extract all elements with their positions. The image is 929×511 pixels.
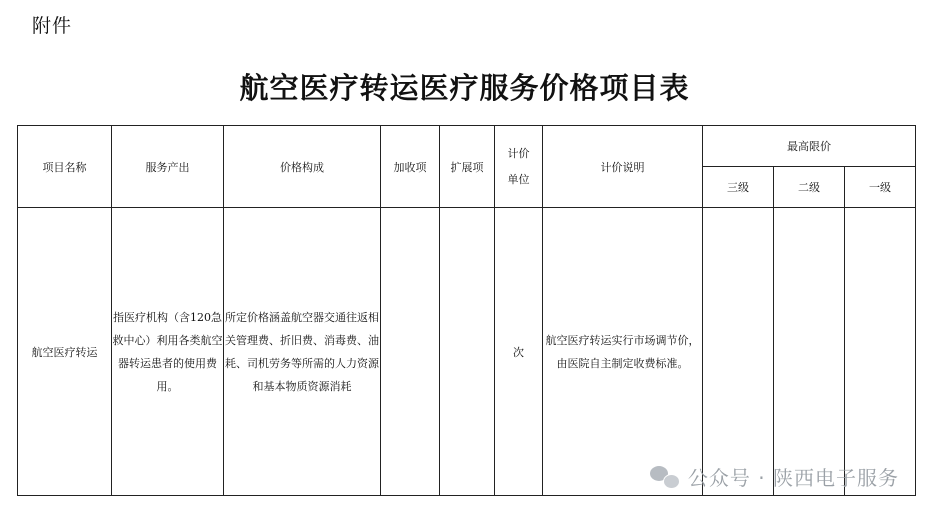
header-level1: 一级 — [845, 167, 916, 208]
header-service-output: 服务产出 — [112, 126, 224, 208]
header-extension-items: 扩展项 — [440, 126, 495, 208]
cell-extension-items — [440, 208, 495, 496]
header-pricing-note: 计价说明 — [543, 126, 703, 208]
cell-pricing-note: 航空医疗转运实行市场调节价，由医院自主制定收费标准。 — [543, 208, 703, 496]
header-max-price: 最高限价 — [703, 126, 916, 167]
cell-price-composition: 所定价格涵盖航空器交通往返相关管理费、折旧费、消毒费、油耗、司机劳务等所需的人力资源和基本物质资源消耗 — [224, 208, 381, 496]
table-header-row — [18, 126, 916, 167]
header-price-composition: 价格构成 — [224, 126, 381, 208]
watermark — [650, 462, 899, 491]
cell-level2 — [774, 208, 845, 496]
cell-extra-items — [381, 208, 440, 496]
wechat-icon — [650, 464, 680, 490]
document-title: 航空医疗转运医疗服务价格项目表 — [239, 71, 690, 105]
attachment-label: 附件 — [32, 15, 73, 37]
cell-unit: 次 — [495, 208, 543, 496]
header-level2: 二级 — [774, 167, 845, 208]
header-extra-items: 加收项 — [381, 126, 440, 208]
cell-level3 — [703, 208, 774, 496]
watermark-text: 公众号 · 陕西电子服务 — [687, 466, 899, 490]
cell-level1 — [845, 208, 916, 496]
table-row — [18, 208, 916, 496]
header-level3: 三级 — [703, 167, 774, 208]
price-table — [17, 125, 916, 496]
cell-service-output: 指医疗机构（含120急救中心）利用各类航空器转运患者的使用费用。 — [112, 208, 224, 496]
header-item-name: 项目名称 — [18, 126, 112, 208]
header-unit: 计价单位 — [495, 126, 543, 208]
cell-item-name: 航空医疗转运 — [18, 208, 112, 496]
